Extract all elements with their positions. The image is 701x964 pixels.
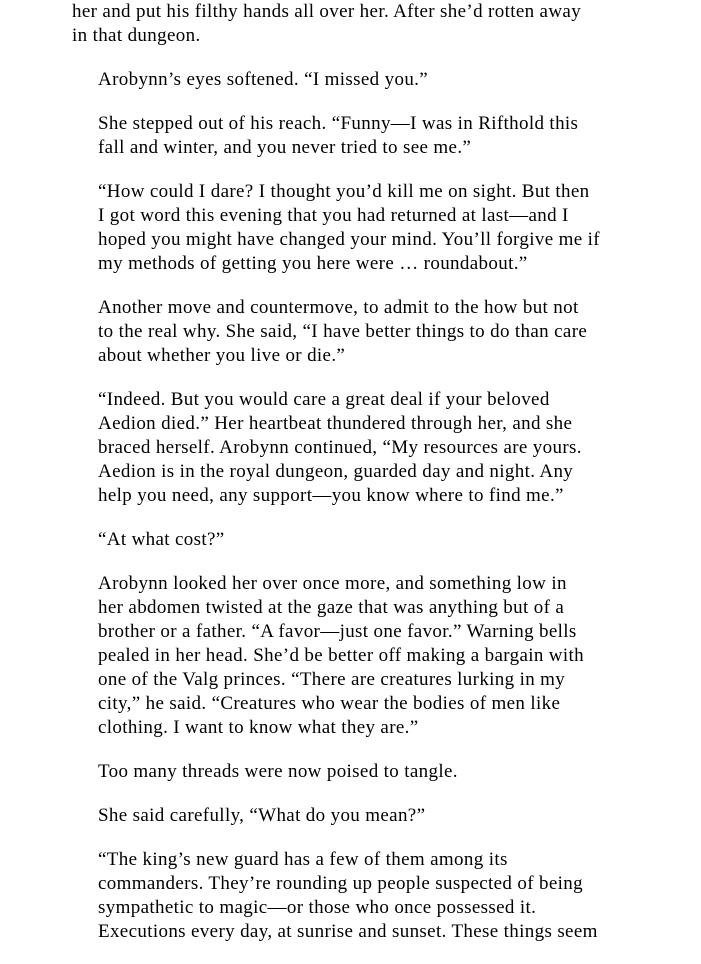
text-line: Executions every day, at sunrise and sunset. These things seem bbox=[98, 921, 598, 942]
text-line: about whether you live or die.” bbox=[98, 345, 346, 366]
text-line: Another move and countermove, to admit to the how but not bbox=[98, 297, 579, 318]
paragraph bbox=[72, 0, 688, 48]
text-line: “How could I dare? I thought you’d kill me on sight. But then bbox=[98, 181, 590, 202]
book-page bbox=[72, 0, 688, 964]
text-line: braced herself. Arobynn continued, “My resources are yours. bbox=[98, 437, 582, 458]
text-line: Arobynn looked her over once more, and something low in bbox=[98, 573, 567, 594]
text-line: commanders. They’re rounding up people suspected of being bbox=[98, 873, 583, 894]
text-line: brother or a father. “A favor—just one favor.” Warning bells bbox=[98, 621, 577, 642]
text-line: She stepped out of his reach. “Funny—I was in Rifthold this bbox=[98, 113, 579, 134]
paragraph bbox=[72, 112, 688, 160]
text-line: Aedion died.” Her heartbeat thundered through her, and she bbox=[98, 413, 573, 434]
text-line: sympathetic to magic—or those who once possessed it. bbox=[98, 897, 537, 918]
text-line: “The king’s new guard has a few of them among its bbox=[98, 849, 508, 870]
paragraph bbox=[72, 180, 688, 276]
paragraph bbox=[72, 848, 688, 944]
text-line: her abdomen twisted at the gaze that was anything but of a bbox=[98, 597, 565, 618]
paragraph bbox=[72, 572, 688, 740]
text-line: hoped you might have changed your mind. You’ll forgive me if bbox=[98, 229, 600, 250]
text-line: help you need, any support—you know where to find me.” bbox=[98, 485, 564, 506]
paragraph bbox=[72, 528, 688, 552]
text-line: in that dungeon. bbox=[72, 25, 201, 46]
text-line: to the real why. She said, “I have better things to do than care bbox=[98, 321, 588, 342]
paragraph bbox=[72, 68, 688, 92]
text-line: fall and winter, and you never tried to see me.” bbox=[98, 137, 472, 158]
text-line: Arobynn’s eyes softened. “I missed you.” bbox=[98, 69, 429, 90]
paragraph bbox=[72, 760, 688, 784]
text-line: my methods of getting you here were … roundabout.” bbox=[98, 253, 528, 274]
paragraph bbox=[72, 804, 688, 828]
text-line: She said carefully, “What do you mean?” bbox=[98, 805, 426, 826]
text-line: “Indeed. But you would care a great deal if your beloved bbox=[98, 389, 550, 410]
text-line: clothing. I want to know what they are.” bbox=[98, 717, 419, 738]
text-line: her and put his filthy hands all over her. After she’d rotten away bbox=[72, 1, 582, 22]
text-line: city,” he said. “Creatures who wear the bodies of men like bbox=[98, 693, 561, 714]
paragraph bbox=[72, 296, 688, 368]
text-line: “At what cost?” bbox=[98, 529, 225, 550]
text-line: one of the Valg princes. “There are creatures lurking in my bbox=[98, 669, 566, 690]
text-line: pealed in her head. She’d be better off making a bargain with bbox=[98, 645, 584, 666]
text-line: Aedion is in the royal dungeon, guarded day and night. Any bbox=[98, 461, 574, 482]
paragraph bbox=[72, 388, 688, 508]
text-line: I got word this evening that you had returned at last—and I bbox=[98, 205, 569, 226]
text-line: Too many threads were now poised to tangle. bbox=[98, 761, 458, 782]
